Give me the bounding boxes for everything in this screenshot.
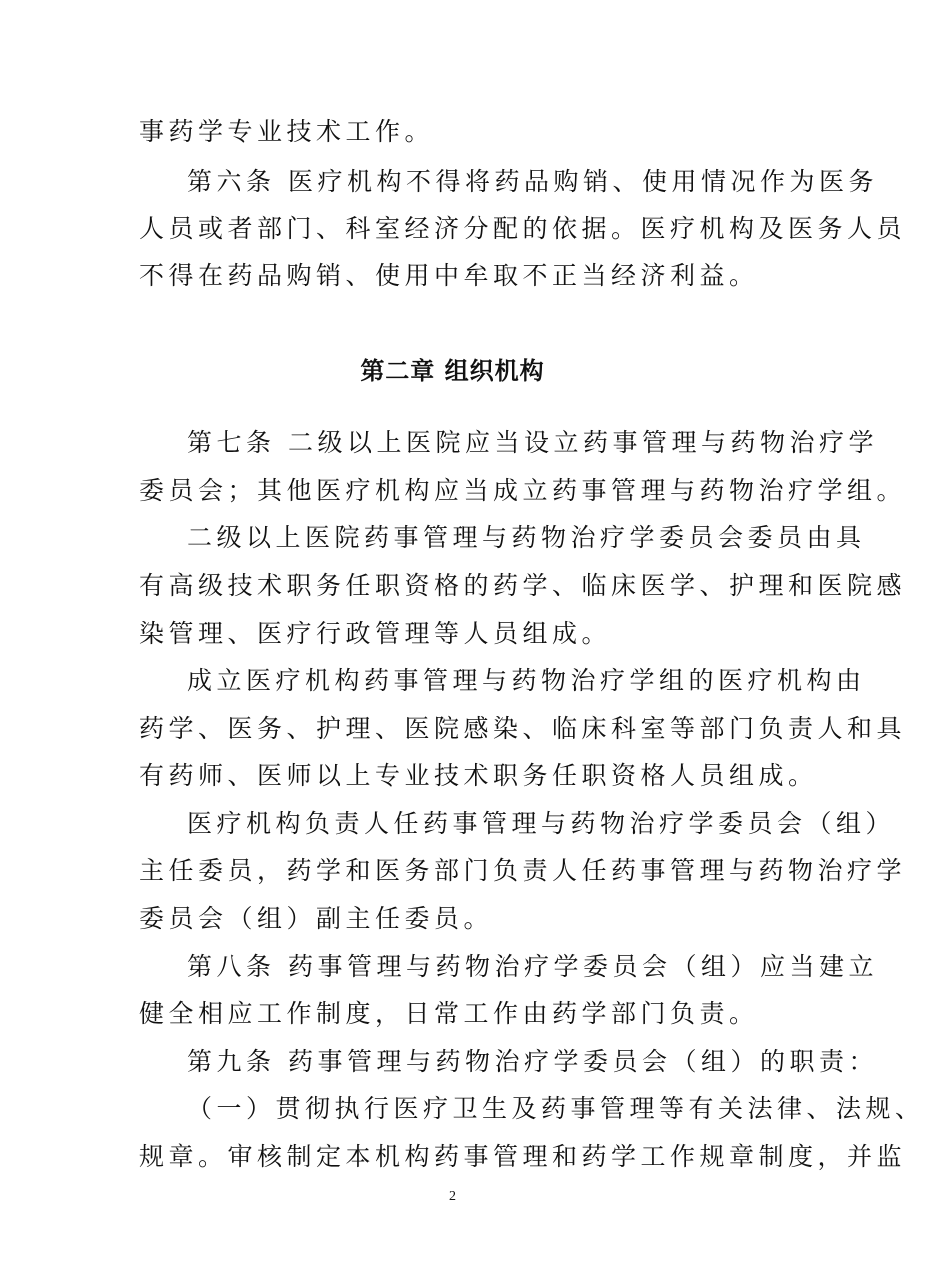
text-line: 药学、医务、护理、医院感染、临床科室等部门负责人和具 bbox=[139, 714, 907, 743]
chapter-heading: 第二章 组织机构 bbox=[360, 357, 545, 385]
text-line: 医疗机构负责人任药事管理与药物治疗学委员会（组） bbox=[187, 809, 896, 838]
page-number: 2 bbox=[449, 1189, 456, 1204]
text-line: 有高级技术职务任职资格的药学、临床医学、护理和医院感 bbox=[139, 571, 907, 600]
text-line: 不得在药品购销、使用中牟取不正当经济利益。 bbox=[139, 261, 759, 290]
text-line: 委员会；其他医疗机构应当成立药事管理与药物治疗学组。 bbox=[139, 476, 907, 505]
text-line: 有药师、医师以上专业技术职务任职资格人员组成。 bbox=[139, 761, 818, 790]
text-line: 事药学专业技术工作。 bbox=[139, 117, 435, 146]
text-line: 人员或者部门、科室经济分配的依据。医疗机构及医务人员 bbox=[139, 214, 907, 243]
text-line: （一）贯彻执行医疗卫生及药事管理等有关法律、法规、 bbox=[187, 1094, 925, 1123]
text-line: 委员会（组）副主任委员。 bbox=[139, 904, 494, 933]
text-line: 第九条 药事管理与药物治疗学委员会（组）的职责： bbox=[187, 1047, 878, 1076]
text-line: 规章。审核制定本机构药事管理和药学工作规章制度，并监 bbox=[139, 1142, 907, 1171]
text-line: 成立医疗机构药事管理与药物治疗学组的医疗机构由 bbox=[187, 666, 866, 695]
text-line: 染管理、医疗行政管理等人员组成。 bbox=[139, 619, 612, 648]
text-line: 第六条 医疗机构不得将药品购销、使用情况作为医务 bbox=[187, 167, 878, 196]
text-line: 健全相应工作制度，日常工作由药学部门负责。 bbox=[139, 999, 759, 1028]
text-line: 第八条 药事管理与药物治疗学委员会（组）应当建立 bbox=[187, 952, 878, 981]
text-line: 主任委员，药学和医务部门负责人任药事管理与药物治疗学 bbox=[139, 856, 907, 885]
text-line: 二级以上医院药事管理与药物治疗学委员会委员由具 bbox=[187, 523, 866, 552]
text-line: 第七条 二级以上医院应当设立药事管理与药物治疗学 bbox=[187, 428, 878, 457]
